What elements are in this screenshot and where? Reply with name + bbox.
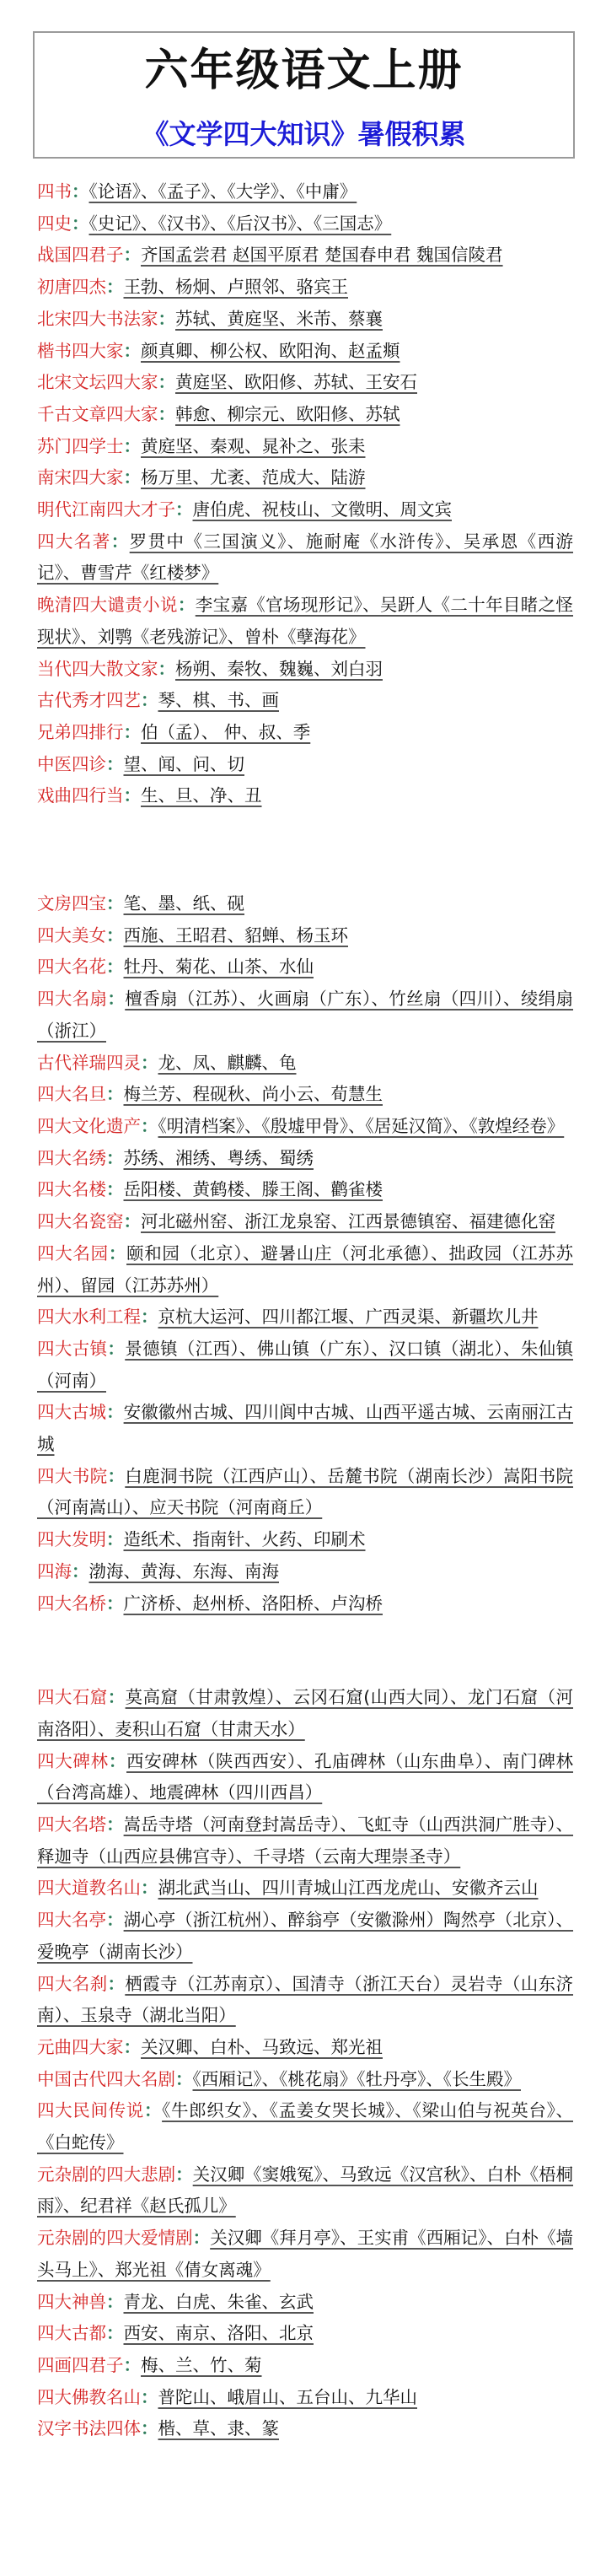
item-label: 四大名园 — [37, 1242, 109, 1264]
item-label: 四大名亭 — [37, 1910, 107, 1931]
list-item — [37, 399, 573, 431]
list-item — [37, 2223, 573, 2286]
item-value: 《论语》、《孟子》、《大学》、《中庸》 — [88, 181, 357, 202]
item-label: 元杂剧的四大爱情剧 — [37, 2228, 193, 2249]
list-item — [37, 1397, 573, 1460]
item-value: 笔、墨、纸、砚 — [123, 893, 244, 914]
list-item — [37, 1143, 573, 1175]
list-item — [37, 272, 573, 304]
item-colon: ： — [141, 1115, 158, 1136]
list-item — [37, 208, 573, 240]
header-box — [33, 31, 575, 159]
item-label: 文房四宝 — [37, 893, 106, 914]
section-3 — [37, 1682, 573, 2445]
item-colon: ： — [141, 1307, 158, 1328]
list-item — [37, 920, 573, 952]
item-value: 莫高窟（甘肃敦煌）、云冈石窟(山西大同）、龙门石窟（河南洛阳）、麦积山石窟（甘肃天水） — [37, 1687, 574, 1739]
item-label: 四大名刹 — [37, 1973, 108, 1994]
item-value: 伯（孟）、 仲、叔、季 — [141, 721, 311, 742]
item-label: 四大神兽 — [37, 2291, 106, 2312]
item-value: 李宝嘉《官场现形记》、吴趼人《二十年目睹之怪现状》、刘鹗《老残游记》、曾朴《孽海花》 — [37, 595, 574, 647]
item-value: 湖北武当山、四川青城山江西龙虎山、安徽齐云山 — [158, 1878, 539, 1899]
item-colon: ： — [123, 721, 141, 742]
list-item — [37, 1969, 573, 2032]
list-item — [37, 1524, 573, 1556]
item-value: 关汉卿、白朴、马致远、郑光祖 — [141, 2036, 383, 2057]
item-label: 四大书院 — [37, 1465, 108, 1486]
item-label: 汉字书法四体 — [37, 2418, 141, 2439]
item-colon: ： — [158, 308, 175, 329]
list-item — [37, 888, 573, 920]
item-colon: ： — [123, 2355, 141, 2375]
item-label: 四大名花 — [37, 957, 106, 978]
item-colon: ： — [107, 989, 126, 1010]
item-label: 当代四大散文家 — [37, 658, 158, 679]
item-value: 岳阳楼、黄鹤楼、滕王阁、鹳雀楼 — [123, 1179, 383, 1200]
list-item — [37, 717, 573, 749]
item-value: 罗贯中《三国演义》、施耐庵《水浒传》、吴承恩《西游记》、曹雪芹《红楼梦》 — [37, 531, 574, 584]
item-colon: ： — [106, 893, 124, 914]
list-item — [37, 2159, 573, 2223]
list-item — [37, 2032, 573, 2064]
item-value: 颐和园（北京）、避暑山庄（河北承德）、拙政园（江苏苏州）、留园（江苏苏州） — [37, 1242, 574, 1296]
item-label: 中国古代四大名剧 — [37, 2068, 175, 2089]
item-label: 南宋四大家 — [37, 467, 124, 488]
item-colon: ： — [106, 1147, 124, 1168]
list-item — [37, 951, 573, 984]
item-value: 杨朔、秦牧、魏巍、刘白羽 — [175, 658, 383, 679]
list-item — [37, 685, 573, 717]
item-value: 《明清档案》、《殷墟甲骨》、《居延汉简》、《敦煌经卷》 — [158, 1115, 565, 1136]
item-label: 兄弟四排行 — [37, 721, 124, 742]
item-label: 四大名扇 — [37, 989, 108, 1010]
item-value: 安徽徽州古城、四川阆中古城、山西平遥古城、云南丽江古城 — [37, 1402, 574, 1455]
item-value: 梅、兰、竹、菊 — [141, 2355, 262, 2375]
item-label: 晚清四大谴责小说 — [37, 595, 178, 616]
item-value: 龙、凤、麒麟、龟 — [158, 1052, 297, 1073]
item-colon: ： — [123, 2036, 141, 2057]
list-item — [37, 2382, 573, 2414]
item-colon: ： — [106, 957, 124, 978]
item-value: 琴、棋、书、画 — [158, 690, 279, 711]
item-label: 四大名瓷窑 — [37, 1211, 124, 1232]
item-value: 齐国孟尝君 赵国平原君 楚国春申君 魏国信陵君 — [141, 245, 503, 266]
item-colon: ： — [106, 277, 124, 298]
item-value: 嵩岳寺塔（河南登封嵩岳寺）、飞虹寺（山西洪洞广胜寺）、释迦寺（山西应县佛宫寺）、千寻塔（云南大理崇圣寺） — [37, 1814, 574, 1867]
item-label: 四大道教名山 — [37, 1878, 141, 1899]
item-colon: ： — [106, 1592, 124, 1614]
item-label: 战国四君子 — [37, 245, 124, 266]
list-item — [37, 1905, 573, 1968]
item-value: 湖心亭（浙江杭州）、醉翁亭（安徽滁州）陶然亭（北京）、爱晚亭（湖南长沙） — [37, 1910, 574, 1962]
list-item — [37, 1111, 573, 1143]
item-label: 四大古都 — [37, 2323, 106, 2344]
list-item — [37, 367, 573, 399]
item-label: 楷书四大家 — [37, 340, 124, 361]
item-value: 《牛郎织女》、《孟姜女哭长城》、《梁山伯与祝英台》、《白蛇传》 — [37, 2100, 573, 2153]
item-colon: ： — [107, 1687, 126, 1708]
item-label: 古代祥瑞四灵 — [37, 1052, 141, 1073]
item-value: 关汉卿《窦娥冤》、马致远《汉宫秋》、白朴《梧桐雨》、纪君祥《赵氏孤儿》 — [37, 2164, 574, 2217]
item-label: 四大民间传说 — [37, 2100, 144, 2121]
item-colon: ： — [72, 1560, 89, 1582]
item-colon: ： — [123, 1211, 141, 1232]
item-colon: ： — [106, 753, 124, 774]
item-colon: ： — [107, 1338, 126, 1359]
item-colon: ： — [141, 1878, 158, 1899]
item-label: 北宋四大书法家 — [37, 308, 158, 329]
item-label: 四画四君子 — [37, 2355, 124, 2375]
item-value: 《西厢记》、《桃花扇》《牡丹亭》、《长生殿》 — [192, 2068, 521, 2089]
item-value: 颜真卿、柳公权、欧阳洵、赵孟頫 — [141, 340, 400, 361]
item-label: 四大名绣 — [37, 1147, 106, 1168]
item-value: 渤海、黄海、东海、南海 — [88, 1560, 279, 1582]
list-item — [37, 2287, 573, 2319]
item-colon: ： — [123, 245, 141, 266]
item-value: 楷、草、隶、篆 — [158, 2418, 279, 2439]
item-value: 《史记》、《汉书》、《后汉书》、《三国志》 — [88, 213, 392, 234]
item-colon: ： — [107, 1973, 126, 1994]
list-item — [37, 1746, 573, 1809]
item-value: 景德镇（江西）、佛山镇（广东）、汉口镇（湖北）、朱仙镇（河南） — [37, 1338, 574, 1391]
list-item — [37, 1301, 573, 1334]
item-colon: ： — [177, 595, 196, 616]
list-item — [37, 2095, 573, 2158]
item-label: 四大佛教名山 — [37, 2386, 141, 2407]
item-value: 白鹿洞书院（江西庐山）、岳麓书院（湖南长沙）嵩阳书院（河南嵩山）、应天书院（河南商丘） — [37, 1465, 574, 1518]
item-colon: ： — [175, 499, 193, 520]
list-item — [37, 1873, 573, 1905]
list-item — [37, 2413, 573, 2445]
item-colon: ： — [175, 2068, 193, 2089]
item-label: 元曲四大家 — [37, 2036, 124, 2057]
item-value: 生、旦、净、丑 — [141, 785, 262, 806]
section-1 — [37, 176, 573, 812]
section-2 — [37, 888, 573, 1619]
list-item — [37, 240, 573, 272]
item-colon: ： — [72, 213, 89, 234]
item-label: 古代秀才四艺 — [37, 690, 141, 711]
item-colon: ： — [106, 2291, 124, 2312]
list-item — [37, 1461, 573, 1524]
list-item — [37, 1238, 573, 1301]
item-label: 四大美女 — [37, 924, 106, 946]
list-item — [37, 1588, 573, 1620]
item-label: 初唐四杰 — [37, 277, 106, 298]
item-colon: ： — [158, 403, 175, 424]
item-label: 四大古城 — [37, 1402, 107, 1423]
item-value: 普陀山、峨眉山、五台山、九华山 — [158, 2386, 417, 2407]
list-item — [37, 1556, 573, 1588]
item-colon: ： — [106, 924, 124, 946]
item-value: 栖霞寺（江苏南京）、国清寺（浙江天台）灵岩寺（山东济南）、玉泉寺（湖北当阳） — [37, 1973, 574, 2026]
item-value: 西安碑林（陕西西安）、孔庙碑林（山东曲阜）、南门碑林（台湾高雄）、地震碑林（四川西昌） — [37, 1750, 574, 1803]
list-item — [37, 431, 573, 463]
item-colon: ： — [123, 467, 141, 488]
item-value: 牡丹、菊花、山茶、水仙 — [123, 957, 314, 978]
item-label: 四大名桥 — [37, 1592, 106, 1614]
item-value: 青龙、白虎、朱雀、玄武 — [123, 2291, 314, 2312]
item-colon: ： — [123, 435, 141, 456]
item-label: 北宋文坛四大家 — [37, 372, 158, 393]
item-value: 杨万里、尤袤、范成大、陆游 — [141, 467, 366, 488]
item-colon: ： — [108, 1750, 127, 1771]
item-label: 四大石窟 — [37, 1687, 108, 1708]
item-colon: ： — [107, 1465, 126, 1486]
list-item — [37, 1048, 573, 1080]
item-colon: ： — [123, 785, 141, 806]
item-label: 四大名塔 — [37, 1814, 107, 1835]
item-label: 中医四诊 — [37, 753, 106, 774]
item-colon: ： — [123, 340, 141, 361]
item-value: 黄庭坚、秦观、晁补之、张耒 — [141, 435, 366, 456]
item-value: 西安、南京、洛阳、北京 — [123, 2323, 314, 2344]
item-label: 四大名楼 — [37, 1179, 106, 1200]
item-label: 戏曲四行当 — [37, 785, 124, 806]
item-value: 梅兰芳、程砚秋、尚小云、荀慧生 — [123, 1084, 383, 1105]
item-label: 明代江南四大才子 — [37, 499, 175, 520]
item-colon: ： — [141, 1052, 158, 1073]
item-colon: ： — [106, 1814, 124, 1835]
list-item — [37, 526, 573, 590]
knowledge-list — [37, 176, 573, 2445]
list-item — [37, 336, 573, 368]
list-item — [37, 2318, 573, 2350]
item-label: 四大碑林 — [37, 1750, 109, 1771]
list-item — [37, 2350, 573, 2382]
item-label: 四大名著 — [37, 531, 111, 552]
list-item — [37, 749, 573, 781]
item-label: 元杂剧的四大悲剧 — [37, 2164, 176, 2185]
list-item — [37, 2064, 573, 2096]
list-item — [37, 654, 573, 686]
list-item — [37, 494, 573, 526]
list-item — [37, 780, 573, 812]
item-colon: ： — [72, 181, 89, 202]
item-label: 四书 — [37, 181, 72, 202]
item-value: 檀香扇（江苏）、火画扇（广东）、竹丝扇（四川）、绫绢扇（浙江） — [37, 989, 574, 1041]
item-value: 京杭大运河、四川都江堰、广西灵渠、新疆坎儿井 — [158, 1307, 539, 1328]
item-value: 望、闻、问、切 — [123, 753, 244, 774]
page-title: 六年级语文上册 — [144, 45, 464, 96]
item-label: 千古文章四大家 — [37, 403, 158, 424]
item-colon: ： — [141, 2386, 158, 2407]
list-item — [37, 1079, 573, 1111]
item-value: 苏绣、湘绣、粤绣、蜀绣 — [123, 1147, 314, 1168]
item-colon: ： — [158, 658, 175, 679]
item-colon: ： — [158, 372, 175, 393]
item-colon: ： — [106, 1084, 124, 1105]
item-value: 西施、王昭君、貂蝉、杨玉环 — [123, 924, 348, 946]
item-colon: ： — [108, 1242, 127, 1264]
item-value: 黄庭坚、欧阳修、苏轼、王安石 — [175, 372, 417, 393]
item-label: 四海 — [37, 1560, 72, 1582]
item-label: 四大古镇 — [37, 1338, 108, 1359]
item-colon: ： — [106, 1179, 124, 1200]
item-colon: ： — [106, 2323, 124, 2344]
item-value: 关汉卿《拜月亭》、王实甫《西厢记》、白朴《墙头马上》、郑光祖《倩女离魂》 — [37, 2228, 574, 2280]
item-colon: ： — [175, 2164, 193, 2185]
list-item — [37, 984, 573, 1047]
item-value: 苏轼、黄庭坚、米芾、蔡襄 — [175, 308, 383, 329]
item-value: 造纸术、指南针、火药、印刷术 — [123, 1529, 366, 1550]
item-value: 河北磁州窑、浙江龙泉窑、江西景德镇窑、福建德化窑 — [141, 1211, 555, 1232]
item-label: 四大名旦 — [37, 1084, 106, 1105]
item-label: 四大水利工程 — [37, 1307, 141, 1328]
item-value: 王勃、杨炯、卢照邻、骆宾王 — [123, 277, 348, 298]
item-label: 苏门四学士 — [37, 435, 124, 456]
list-item — [37, 462, 573, 494]
item-colon: ： — [106, 1910, 124, 1931]
item-label: 四史 — [37, 213, 72, 234]
list-item — [37, 304, 573, 336]
item-colon: ： — [192, 2228, 211, 2249]
item-colon: ： — [141, 690, 158, 711]
list-item — [37, 1334, 573, 1397]
item-colon: ： — [106, 1529, 124, 1550]
list-item — [37, 1174, 573, 1206]
item-colon: ： — [141, 2418, 158, 2439]
item-value: 韩愈、柳宗元、欧阳修、苏轼 — [175, 403, 400, 424]
list-item — [37, 1809, 573, 1873]
list-item — [37, 1206, 573, 1238]
item-colon: ： — [143, 2100, 163, 2121]
item-label: 四大文化遗产 — [37, 1115, 141, 1136]
page-subtitle: 《文学四大知识》暑假积累 — [142, 118, 466, 150]
list-item — [37, 590, 573, 653]
list-item — [37, 176, 573, 208]
item-colon: ： — [106, 1402, 124, 1423]
item-value: 广济桥、赵州桥、洛阳桥、卢沟桥 — [123, 1592, 383, 1614]
item-colon: ： — [110, 531, 130, 552]
list-item — [37, 1682, 573, 1745]
item-value: 唐伯虎、祝枝山、文徵明、周文宾 — [192, 499, 452, 520]
item-label: 四大发明 — [37, 1529, 106, 1550]
